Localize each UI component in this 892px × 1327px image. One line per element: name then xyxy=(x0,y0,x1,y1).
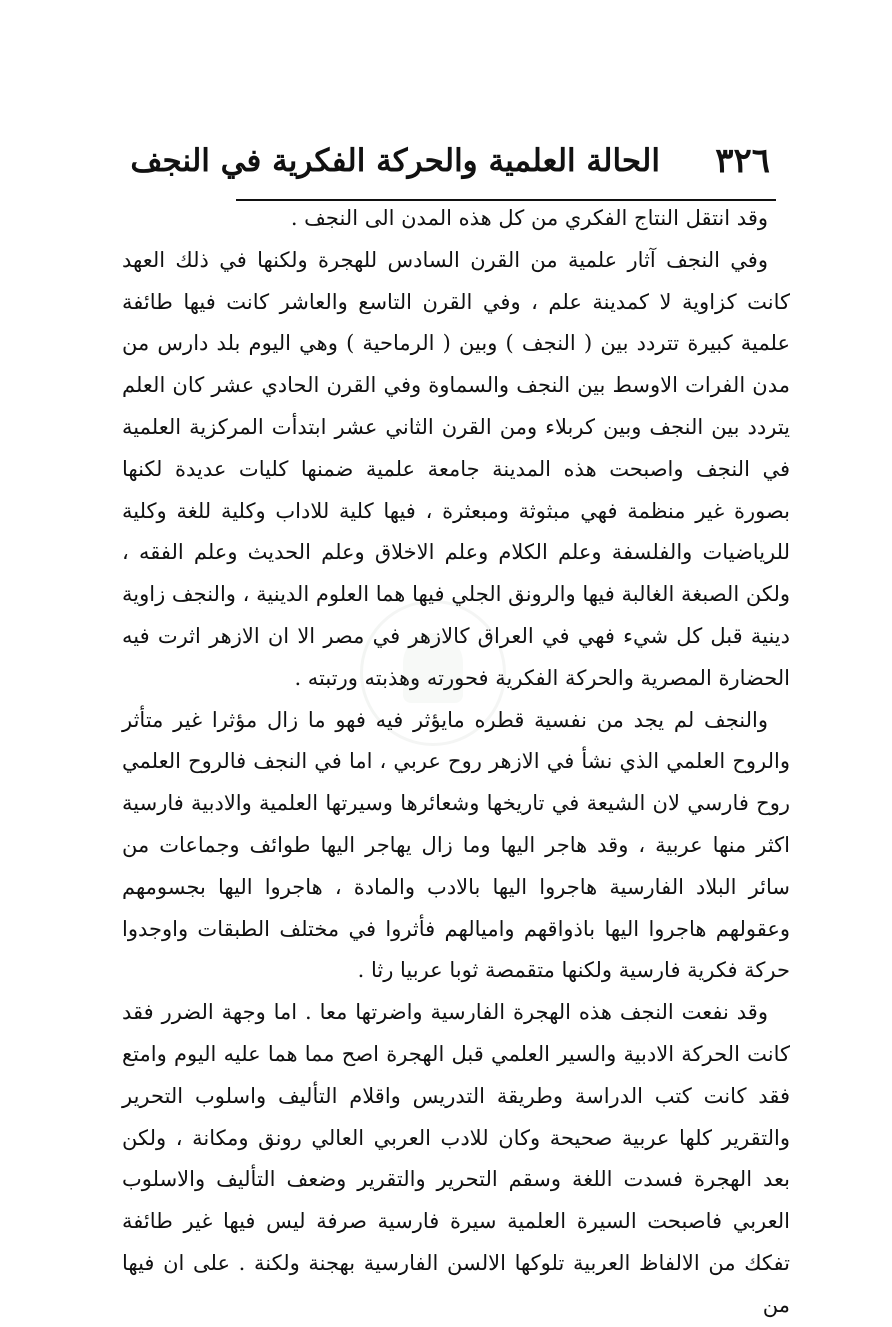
page-number: ٣٢٦ xyxy=(715,141,770,181)
running-title: الحالة العلمية والحركة الفكرية في النجف xyxy=(130,143,660,179)
body-text xyxy=(122,198,790,1327)
page-header xyxy=(130,138,770,190)
paragraph: والنجف لم يجد من نفسية قطره مايؤثر فيه فهو ما زال مؤثرا غير متأثر والروح العلمي الذي نشأ في الازهر روح عربي ، اما في النجف فالروح العلمي روح فارسي لان الشيعة في تاريخها وشعائرها وسيرتها العلمية والادبية فارسية اكثر منها عربية ، وقد هاجر اليها وما زال يهاجر اليها طوائف وجماعات من سائر البلاد الفارسية هاجروا اليها بالادب والمادة ، هاجروا اليها بجسومهم وعقولهم هاجروا اليها باذواقهم واميالهم فأثروا في مختلف الطبقات واوجدوا حركة فكرية فارسية ولكنها متقمصة ثوبا عربيا رثا . xyxy=(122,707,790,983)
paragraph: وفي النجف آثار علمية من القرن السادس للهجرة ولكنها في ذلك العهد كانت كزاوية لا كمدينة علم ، وفي القرن التاسع والعاشر كانت فيها طائفة علمية كبيرة تتردد بين ( النجف ) وبين ( الرماحية ) وهي اليوم بلد دارس من مدن الفرات الاوسط بين النجف والسماوة وفي القرن الحادي عشر كان العلم يتردد بين النجف وبين كربلاء ومن القرن الثاني عشر ابتدأت المركزية العلمية في النجف واصبحت هذه المدينة جامعة علمية ضمنها كليات عديدة لكنها بصورة غير منظمة فهي مبثوثة ومبعثرة ، فيها كلية للاداب وكلية للغة وكلية للرياضيات والفلسفة وعلم الكلام وعلم الاخلاق وعلم الحديث وعلم الفقه ، ولكن الصبغة الغالبة فيها والرونق الجلي فيها هما العلوم الدينية ، والنجف زاوية دينية قبل كل شيء فهي في العراق كالازهر في مصر الا ان الازهر اثرت فيه الحضارة المصرية والحركة الفكرية فحورته وهذبته ورتبته . xyxy=(122,247,790,690)
paragraph: وقد نفعت النجف هذه الهجرة الفارسية واضرتها معا . اما وجهة الضرر فقد كانت الحركة الادبية والسير العلمي قبل الهجرة اصح مما هما عليه اليوم وامتع فقد كانت كتب الدراسة وطريقة التدريس واقلام التأليف واسلوب التحرير والتقرير كلها عربية صحيحة وكان للادب العربي العالي رونق ومكانة ، ولكن بعد الهجرة فسدت اللغة وسقم التحرير والتقرير وضعف التأليف والاسلوب العربي فاصبحت السيرة العلمية سيرة فارسية صرفة ليس فيها غير طائفة تفكك من الالفاظ العربية تلوكها الالسن الفارسية بهجنة ولكنة . على ان فيها من xyxy=(122,1000,790,1317)
paragraph: وقد انتقل النتاج الفكري من كل هذه المدن الى النجف . xyxy=(290,206,768,230)
